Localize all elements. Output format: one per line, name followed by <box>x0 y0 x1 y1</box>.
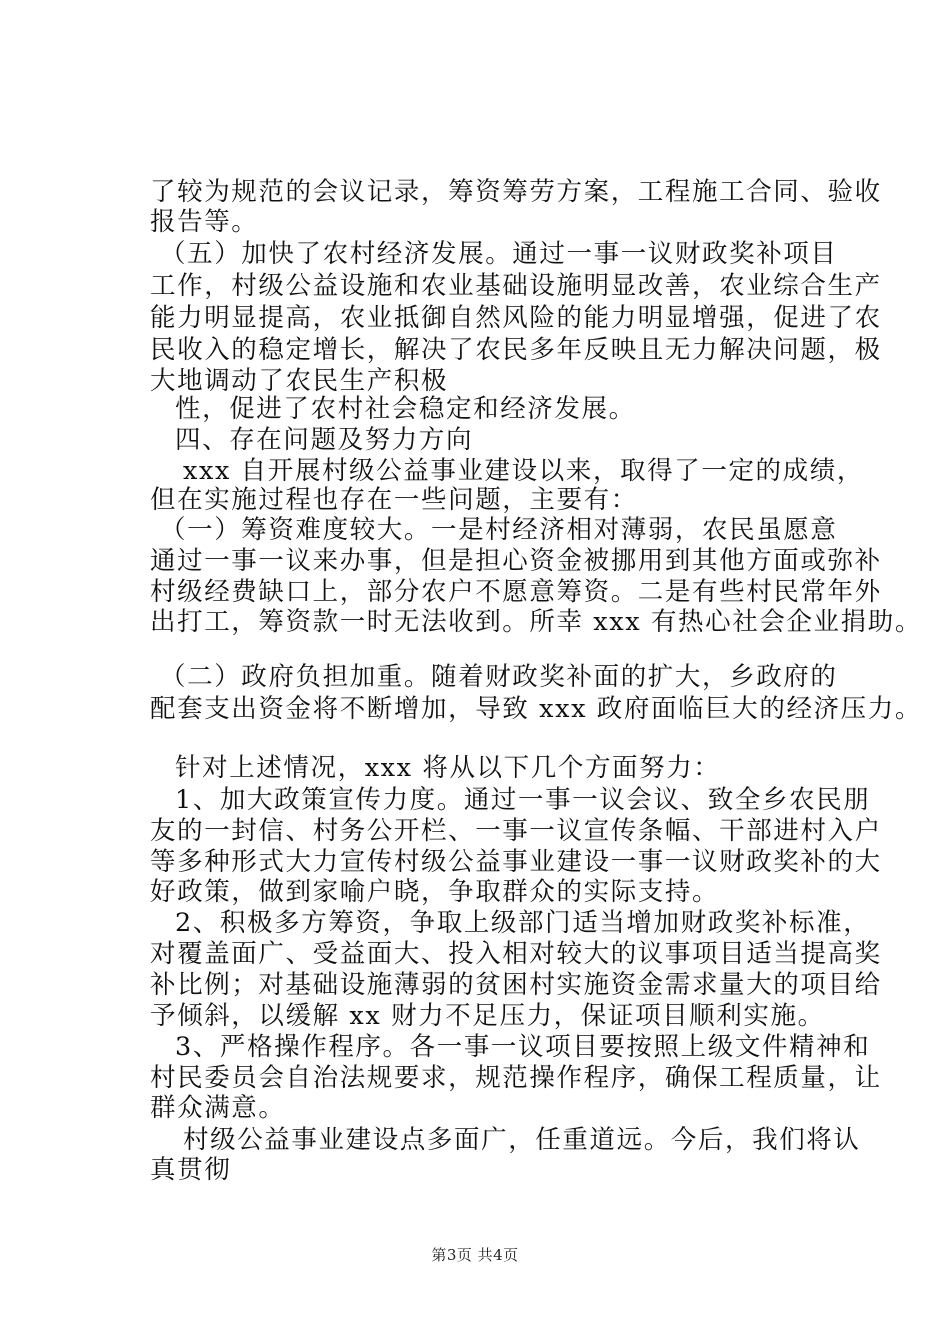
text-line: 予倾斜，以缓解 xx 财力不足压力，保证项目顺利实施。 <box>150 1001 825 1031</box>
text-line: 村民委员会自治法规要求，规范操作程序，确保工程质量，让 <box>150 1063 882 1093</box>
text-line: 等多种形式大力宣传村级公益事业建设一事一议财政奖补的大 <box>150 847 882 877</box>
text-line: 村级公益事业建设点多面广，任重道远。今后，我们将认 <box>183 1125 861 1155</box>
text-line: 但在实施过程也存在一些问题，主要有： <box>150 485 638 515</box>
text-line: （一）筹资难度较大。一是村经济相对薄弱，农民虽愿意 <box>160 515 838 545</box>
text-line: 工作，村级公益设施和农业基础设施明显改善，农业综合生产 <box>150 271 882 301</box>
text-line: 村级经费缺口上，部分农户不愿意筹资。二是有些村民常年外 <box>150 577 882 607</box>
text-line: xxx 自开展村级公益事业建设以来，取得了一定的成绩， <box>183 456 864 486</box>
text-line: 2、积极多方筹资，争取上级部门适当增加财政奖补标准， <box>175 908 871 938</box>
text-line: 民收入的稳定增长，解决了农民多年反映且无力解决问题，极 <box>150 335 882 365</box>
text-line: 能力明显提高，农业抵御自然风险的能力明显增强，促进了农 <box>150 303 882 333</box>
text-line: 真贯彻 <box>150 1155 232 1185</box>
text-line: 性，促进了农村社会稳定和经济发展。 <box>175 394 636 424</box>
text-line: 补比例；对基础设施薄弱的贫困村实施资金需求量大的项目给 <box>150 970 882 1000</box>
text-line: 了较为规范的会议记录，筹资筹劳方案，工程施工合同、验收 <box>150 177 882 207</box>
page-footer: 第3页 共4页 <box>431 1246 519 1264</box>
text-line: 好政策，做到家喻户晓，争取群众的实际支持。 <box>150 877 720 907</box>
text-line: 针对上述情况，xxx 将从以下几个方面努力： <box>175 753 721 783</box>
section-heading: 四、存在问题及努力方向 <box>175 425 474 455</box>
text-line: 通过一事一议来办事，但是担心资金被挪用到其他方面或弥补 <box>150 546 882 576</box>
text-line: 3、严格操作程序。各一事一议项目要按照上级文件精神和 <box>175 1032 871 1062</box>
text-line: 出打工，筹资款一时无法收到。所幸 xxx 有热心社会企业捐助。 <box>150 607 922 637</box>
text-line: （五）加快了农村经济发展。通过一事一议财政奖补项目 <box>160 239 838 269</box>
text-line: 报告等。 <box>150 207 259 237</box>
text-line: 配套支出资金将不断增加，导致 xxx 政府面临巨大的经济压力。 <box>150 694 922 724</box>
text-line: 友的一封信、村务公开栏、一事一议宣传条幅、干部进村入户 <box>150 816 882 846</box>
text-line: 对覆盖面广、受益面大、投入相对较大的议事项目适当提高奖 <box>150 939 882 969</box>
text-line: 群众满意。 <box>150 1093 286 1123</box>
text-line: 大地调动了农民生产积极 <box>150 366 449 396</box>
text-line: （二）政府负担加重。随着财政奖补面的扩大，乡政府的 <box>160 662 838 692</box>
text-line: 1、加大政策宣传力度。通过一事一议会议、致全乡农民朋 <box>175 785 871 815</box>
